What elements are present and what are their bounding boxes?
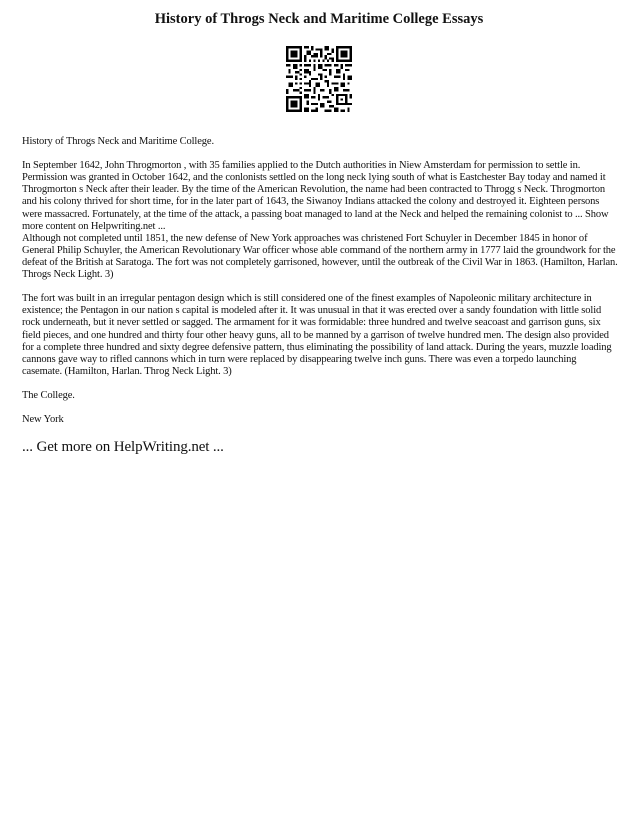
qr-code-icon <box>286 46 352 112</box>
paragraph: The fort was built in an irregular pentagon design which is still considered one of the finest examples of Napoleonic military architecture in existence; the Pentagon in our nation s capital is modeled after it. It was unusual in that it was erected over a sandy foundation with little solid rock underneath, but it never settled or sagged. The armament for it was formidable: three hundred and twelve seacoast and garrison guns, six field pieces, and one hundred and thirty four other heavy guns, all to be manned by a garrison of twelve hundred men. The design also provided for a complete three hundred and sixty degree defensive pattern, thus eliminating the possibility of land attack. During the years, muzzle loading cannons gave way to rifled cannons which in turn were replaced by disappearing twelve inch guns. There was even a torpedo launching casemate. (Hamilton, Harlan. Throg Neck Light. 3) <box>22 293 612 377</box>
paragraph: New York <box>22 414 64 426</box>
paragraph: The College. <box>22 389 75 401</box>
document-title: History of Throgs Neck and Maritime College Essays <box>154 11 484 27</box>
document-body <box>22 136 618 468</box>
paragraph: In September 1642, John Throgmorton , with 35 families applied to the Dutch authorities in Niew Amsterdam for permission to settle in. Permission was granted in October 1642, and the conlonists settled on the long neck lying south of what is Eastchester Bay today and named it Throgmorton s Neck after their leader. By the time of the American Revolution, the name had been contracted to Throgg s Neck. Throgmorton and his colony thrived for short time, for in the later part of 1643, the Siwanoy Indians attacked the colony and destroyed it. Eighteen persons were massacred. Fortunately, at the time of the attack, a passing boat managed to land at the Neck and helped the remaining colonist to ... Show more content on Helpwriting.net ... <box>22 160 609 232</box>
paragraph-heading: History of Throgs Neck and Maritime College. <box>22 136 214 147</box>
paragraph: Although not completed until 1851, the new defense of New York approaches was christened Fort Schuyler in December 1845 in honor of General Philip Schuyler, the American Revolutionary War officer whose able command of the northern army in 1777 laid the groundwork for the defeat of the British at Saratoga. The fort was not completely garrisoned, however, until the outbreak of the Civil War in 1863. (Hamilton, Harlan. Throgs Neck Light. 3) <box>22 232 618 281</box>
get-more-link[interactable]: ... Get more on HelpWriting.net ... <box>22 439 224 456</box>
